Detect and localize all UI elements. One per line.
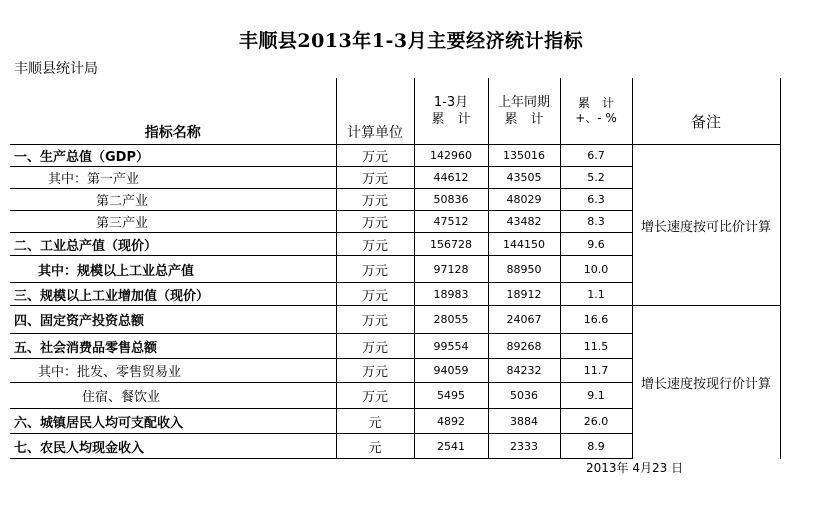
row-name: 其中：第一产业	[10, 167, 336, 189]
row-current: 99554	[414, 334, 488, 359]
row-unit: 万元	[336, 383, 414, 409]
row-growth: 9.6	[560, 233, 632, 256]
row-growth: 1.1	[560, 283, 632, 306]
table-row	[10, 306, 780, 334]
row-previous: 2333	[488, 434, 560, 459]
header-current-line1: 1-3月	[433, 95, 469, 110]
row-growth: 11.7	[560, 359, 632, 383]
remark-comparable-price: 增长速度按可比价计算	[632, 145, 780, 306]
header-previous-cumulative	[488, 78, 560, 145]
row-current: 28055	[414, 306, 488, 334]
header-growth-line2: +、- %	[575, 111, 617, 125]
row-unit: 元	[336, 434, 414, 459]
header-previous-line2: 累 计	[504, 112, 544, 127]
row-current: 18983	[414, 283, 488, 306]
row-previous: 135016	[488, 145, 560, 167]
row-previous: 84232	[488, 359, 560, 383]
row-growth: 9.1	[560, 383, 632, 409]
row-current: 44612	[414, 167, 488, 189]
header-unit: 计算单位	[336, 78, 414, 145]
header-growth	[560, 78, 632, 145]
organization-label: 丰顺县统计局	[14, 61, 98, 77]
row-name: 三、规模以上工业增加值（现价）	[10, 283, 336, 306]
row-growth: 26.0	[560, 409, 632, 434]
row-growth: 6.7	[560, 145, 632, 167]
row-previous: 43505	[488, 167, 560, 189]
header-growth-line1: 累 计	[577, 96, 614, 110]
row-previous: 5036	[488, 383, 560, 409]
row-current: 156728	[414, 233, 488, 256]
row-current: 142960	[414, 145, 488, 167]
row-growth: 6.3	[560, 189, 632, 211]
table-row	[10, 145, 780, 167]
row-name: 五、社会消费品零售总额	[10, 334, 336, 359]
row-previous: 48029	[488, 189, 560, 211]
header-previous-line1: 上年同期	[497, 95, 550, 110]
row-current: 97128	[414, 256, 488, 283]
statistics-table	[10, 78, 781, 459]
header-remark: 备注	[632, 78, 780, 145]
header-indicator-name: 指标名称	[144, 125, 201, 141]
row-previous: 3884	[488, 409, 560, 434]
row-name: 第二产业	[10, 189, 336, 211]
row-previous: 88950	[488, 256, 560, 283]
row-unit: 万元	[336, 189, 414, 211]
row-name: 第三产业	[10, 211, 336, 233]
row-previous: 89268	[488, 334, 560, 359]
page-title: 丰顺县2013年1-3月主要经济统计指标	[238, 30, 584, 52]
row-current: 50836	[414, 189, 488, 211]
row-growth: 11.5	[560, 334, 632, 359]
header-current-cumulative	[414, 78, 488, 145]
row-unit: 万元	[336, 211, 414, 233]
row-growth: 10.0	[560, 256, 632, 283]
row-name: 其中：批发、零售贸易业	[10, 359, 336, 383]
row-name: 七、农民人均现金收入	[10, 434, 336, 459]
row-unit: 万元	[336, 359, 414, 383]
row-unit: 万元	[336, 167, 414, 189]
row-name: 住宿、餐饮业	[10, 383, 336, 409]
row-name: 二、工业总产值（现价）	[10, 233, 336, 256]
row-growth: 8.9	[560, 434, 632, 459]
row-current: 4892	[414, 409, 488, 434]
row-current: 5495	[414, 383, 488, 409]
row-previous: 144150	[488, 233, 560, 256]
row-current: 94059	[414, 359, 488, 383]
report-date: 2013年 4月23 日	[586, 461, 684, 475]
row-unit: 万元	[336, 306, 414, 334]
row-current: 2541	[414, 434, 488, 459]
row-name: 四、固定资产投资总额	[10, 306, 336, 334]
row-name: 其中：规模以上工业总产值	[10, 256, 336, 283]
header-current-line2: 累 计	[431, 112, 471, 127]
row-growth: 16.6	[560, 306, 632, 334]
row-previous: 43482	[488, 211, 560, 233]
row-unit: 万元	[336, 283, 414, 306]
row-growth: 5.2	[560, 167, 632, 189]
row-current: 47512	[414, 211, 488, 233]
row-unit: 万元	[336, 233, 414, 256]
table-header-row	[10, 78, 780, 145]
row-growth: 8.3	[560, 211, 632, 233]
row-previous: 18912	[488, 283, 560, 306]
row-unit: 万元	[336, 145, 414, 167]
remark-current-price: 增长速度按现行价计算	[632, 306, 780, 459]
row-name: 六、城镇居民人均可支配收入	[10, 409, 336, 434]
row-unit: 元	[336, 409, 414, 434]
row-unit: 万元	[336, 334, 414, 359]
row-name: 一、生产总值（GDP）	[10, 145, 336, 167]
row-unit: 万元	[336, 256, 414, 283]
row-previous: 24067	[488, 306, 560, 334]
